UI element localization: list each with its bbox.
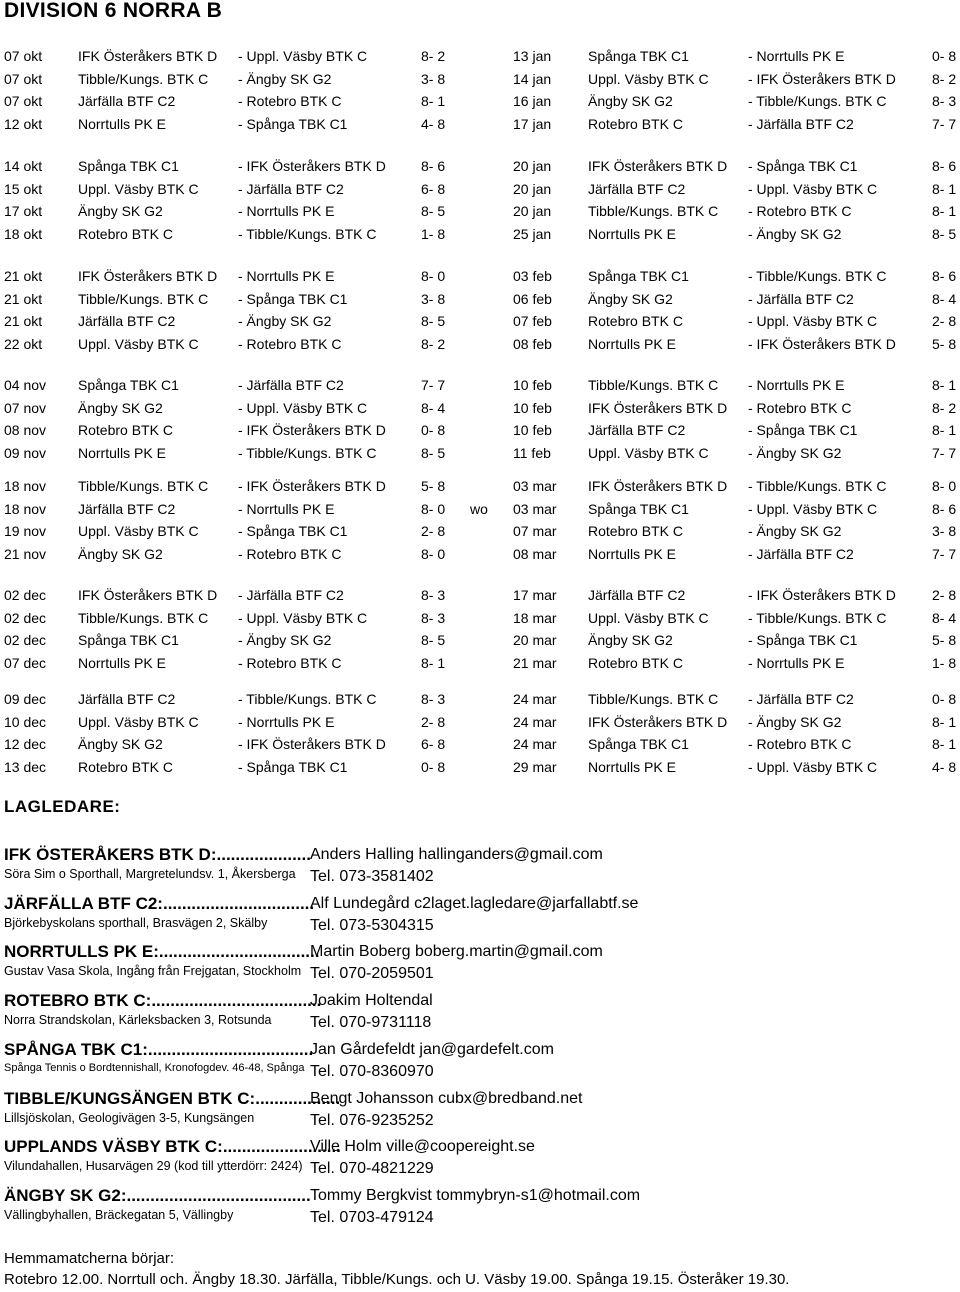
team-name: ROTEBRO BTK C:....................................	[4, 991, 322, 1011]
match-date: 17 jan	[513, 116, 552, 133]
match-result: 3- 8	[421, 70, 446, 87]
match-result: 8- 5	[421, 203, 446, 220]
match-away-team: - Järfälla BTF C2	[748, 116, 854, 133]
match-away-team: - Tibble/Kungs. BTK C	[238, 445, 377, 462]
match-note: wo	[470, 500, 488, 517]
page-title: DIVISION 6 NORRA B	[4, 0, 223, 22]
match-home-team: Uppl. Väsby BTK C	[78, 713, 199, 730]
match-date: 18 mar	[513, 609, 557, 626]
match-result: 8- 5	[421, 445, 446, 462]
match-date: 07 dec	[4, 655, 47, 672]
match-home-team: Norrtulls PK E	[588, 546, 676, 563]
match-date: 24 mar	[513, 736, 557, 753]
match-away-team: - Uppl. Väsby BTK C	[238, 48, 368, 64]
match-home-team: Ängby SK G2	[588, 93, 673, 110]
match-date: 17 okt	[4, 203, 43, 220]
match-away-team: - IFK Österåkers BTK D	[238, 422, 386, 439]
match-date: 13 dec	[4, 759, 47, 776]
match-away-team: - Rotebro BTK C	[748, 736, 852, 753]
match-date: 20 mar	[513, 632, 557, 649]
team-name: UPPLANDS VÄSBY BTK C:.........................	[4, 1137, 341, 1157]
match-home-team: Järfälla BTF C2	[78, 691, 176, 707]
match-away-team: - Uppl. Väsby BTK C	[238, 399, 368, 416]
match-date: 25 jan	[513, 226, 552, 243]
match-away-team: - Ängby SK G2	[238, 632, 332, 649]
match-result: 8- 5	[421, 632, 446, 649]
match-home-team: Norrtulls PK E	[588, 226, 676, 243]
match-away-team: - Järfälla BTF C2	[238, 587, 344, 603]
match-date: 18 nov	[4, 500, 47, 517]
match-row	[0, 397, 960, 419]
team-venue: Spånga Tennis o Bordtennishall, Kronofogdev. 46-48, Spånga	[4, 1061, 305, 1074]
match-result: 8- 1	[932, 203, 957, 220]
match-date: 08 nov	[4, 422, 47, 439]
match-home-team: Tibble/Kungs. BTK C	[588, 691, 719, 707]
match-result: 8- 0	[421, 546, 446, 563]
match-away-team: - Ängby SK G2	[748, 226, 842, 243]
match-date: 09 nov	[4, 445, 47, 462]
match-row	[0, 584, 960, 606]
team-phone: Tel. 073-3581402	[310, 868, 434, 885]
match-date: 21 nov	[4, 546, 47, 563]
match-result: 2- 8	[421, 523, 446, 540]
match-home-team: Spånga TBK C1	[78, 158, 179, 174]
match-away-team: - Uppl. Väsby BTK C	[238, 609, 368, 626]
match-away-team: - Spånga TBK C1	[748, 422, 858, 439]
team-leader: Ville Holm ville@coopereight.se	[310, 1138, 535, 1156]
match-row	[0, 607, 960, 629]
match-result: 4- 8	[932, 759, 957, 776]
match-away-team: - Spånga TBK C1	[238, 759, 348, 776]
match-away-team: - Tibble/Kungs. BTK C	[748, 609, 887, 626]
match-date: 12 okt	[4, 116, 43, 133]
match-home-team: Norrtulls PK E	[78, 445, 166, 462]
match-away-team: - Rotebro BTK C	[238, 336, 342, 353]
match-result: 8- 1	[932, 377, 957, 393]
match-result: 4- 8	[421, 116, 446, 133]
match-home-team: Järfälla BTF C2	[78, 313, 176, 330]
match-away-team: - Ängby SK G2	[238, 313, 332, 330]
match-date: 15 okt	[4, 180, 43, 197]
match-date: 12 dec	[4, 736, 47, 753]
match-result: 8- 1	[932, 736, 957, 753]
match-home-team: Tibble/Kungs. BTK C	[78, 609, 209, 626]
match-date: 19 nov	[4, 523, 47, 540]
match-away-team: - Spånga TBK C1	[238, 116, 348, 133]
match-result: 8- 4	[932, 290, 957, 307]
match-date: 21 okt	[4, 268, 43, 284]
match-date: 07 okt	[4, 70, 43, 87]
match-row	[0, 90, 960, 112]
team-phone: Tel. 070-4821229	[310, 1160, 434, 1178]
match-date: 11 feb	[513, 445, 551, 462]
match-result: 8- 3	[932, 93, 957, 110]
match-away-team: - Spånga TBK C1	[238, 290, 348, 307]
match-result: 8- 5	[932, 226, 957, 243]
match-date: 07 okt	[4, 93, 43, 110]
match-away-team: - Ängby SK G2	[748, 523, 842, 540]
match-away-team: - Uppl. Väsby BTK C	[748, 500, 878, 517]
match-date: 24 mar	[513, 713, 557, 730]
team-leader: Tommy Bergkvist tommybryn-s1@hotmail.com	[310, 1186, 641, 1204]
match-home-team: Rotebro BTK C	[588, 523, 683, 540]
match-home-team: Uppl. Väsby BTK C	[78, 523, 199, 540]
match-away-team: - Järfälla BTF C2	[238, 377, 344, 393]
match-row	[0, 200, 960, 222]
match-away-team: - IFK Österåkers BTK D	[238, 158, 386, 174]
match-away-team: - Uppl. Väsby BTK C	[748, 180, 878, 197]
match-result: 2- 8	[932, 587, 957, 603]
team-phone: Tel. 070-8360970	[310, 1062, 434, 1080]
match-date: 07 feb	[513, 313, 552, 330]
match-home-team: Spånga TBK C1	[588, 736, 689, 753]
team-name: ÄNGBY SK G2:.......................................	[4, 1185, 311, 1205]
match-date: 21 okt	[4, 313, 43, 330]
match-date: 02 dec	[4, 609, 47, 626]
match-date: 10 dec	[4, 713, 47, 730]
team-leader: Joakim Holtendal	[310, 992, 433, 1010]
match-home-team: Norrtulls PK E	[588, 336, 676, 353]
match-away-team: - Tibble/Kungs. BTK C	[238, 226, 377, 243]
match-result: 8- 1	[421, 655, 446, 672]
match-result: 8- 1	[932, 180, 957, 197]
match-row	[0, 475, 960, 497]
match-home-team: Spånga TBK C1	[588, 500, 689, 517]
match-date: 18 nov	[4, 478, 47, 494]
match-home-team: Rotebro BTK C	[588, 313, 683, 330]
match-home-team: Ängby SK G2	[588, 290, 673, 307]
match-result: 8- 6	[932, 268, 957, 284]
match-away-team: - Järfälla BTF C2	[748, 290, 854, 307]
team-phone: Tel. 070-2059501	[310, 965, 434, 983]
team-leader: Anders Halling hallinganders@gmail.com	[310, 846, 603, 863]
match-away-team: - Tibble/Kungs. BTK C	[748, 93, 887, 110]
match-row	[0, 711, 960, 733]
match-home-team: Järfälla BTF C2	[588, 422, 686, 439]
match-home-team: Järfälla BTF C2	[78, 500, 176, 517]
match-date: 18 okt	[4, 226, 43, 243]
match-date: 21 mar	[513, 655, 557, 672]
match-home-team: Rotebro BTK C	[588, 655, 683, 672]
team-name: TIBBLE/KUNGSÄNGEN BTK C:..................	[4, 1088, 341, 1108]
match-home-team: Ängby SK G2	[588, 632, 673, 649]
match-date: 21 okt	[4, 290, 43, 307]
match-date: 24 mar	[513, 691, 557, 707]
match-result: 8- 5	[421, 313, 446, 330]
match-result: 8- 3	[421, 587, 446, 603]
match-home-team: IFK Österåkers BTK D	[78, 587, 218, 603]
match-away-team: - Järfälla BTF C2	[748, 691, 854, 707]
match-date: 16 jan	[513, 93, 552, 110]
match-result: 7- 7	[421, 377, 446, 393]
match-row	[0, 756, 960, 778]
match-result: 5- 8	[421, 478, 446, 494]
match-result: 8- 0	[421, 500, 446, 517]
match-home-team: Uppl. Väsby BTK C	[588, 609, 709, 626]
match-row	[0, 520, 960, 542]
match-result: 7- 7	[932, 116, 957, 133]
match-result: 7- 7	[932, 445, 957, 462]
match-date: 14 jan	[513, 70, 552, 87]
match-away-team: - IFK Österåkers BTK D	[238, 736, 386, 753]
match-result: 2- 8	[421, 713, 446, 730]
team-leader: Martin Boberg boberg.martin@gmail.com	[310, 943, 603, 961]
match-result: 8- 1	[932, 713, 957, 730]
match-result: 3- 8	[932, 523, 957, 540]
match-row	[0, 652, 960, 674]
match-away-team: - Ängby SK G2	[748, 713, 842, 730]
match-home-team: Uppl. Väsby BTK C	[78, 180, 199, 197]
match-away-team: - Norrtulls PK E	[238, 268, 335, 284]
match-away-team: - Norrtulls PK E	[748, 655, 845, 672]
match-home-team: Tibble/Kungs. BTK C	[78, 290, 209, 307]
match-home-team: Rotebro BTK C	[588, 116, 683, 133]
match-date: 13 jan	[513, 48, 552, 64]
match-away-team: - IFK Österåkers BTK D	[238, 478, 386, 494]
match-result: 8- 3	[421, 609, 446, 626]
match-home-team: Rotebro BTK C	[78, 226, 173, 243]
match-date: 04 nov	[4, 377, 47, 393]
match-date: 29 mar	[513, 759, 557, 776]
match-away-team: - Norrtulls PK E	[238, 203, 335, 220]
match-home-team: IFK Österåkers BTK D	[588, 399, 728, 416]
match-result: 8- 4	[932, 609, 957, 626]
match-result: 8- 3	[421, 691, 446, 707]
team-phone: Tel. 073-5304315	[310, 916, 434, 934]
match-result: 8- 1	[421, 93, 446, 110]
match-date: 03 mar	[513, 500, 557, 517]
match-result: 1- 8	[932, 655, 957, 672]
match-home-team: Norrtulls PK E	[588, 759, 676, 776]
match-date: 20 jan	[513, 203, 552, 220]
match-result: 6- 8	[421, 180, 446, 197]
team-venue: Vällingbyhallen, Bräckegatan 5, Vällingby	[4, 1207, 234, 1222]
match-away-team: - Ängby SK G2	[238, 70, 332, 87]
match-row	[0, 265, 960, 287]
home-matches-times: Rotebro 12.00. Norrtull och. Ängby 18.30. Järfälla, Tibble/Kungs. och U. Väsby 19.00. Spånga 19.15. Österåker 19.30.	[4, 1271, 790, 1288]
match-home-team: Spånga TBK C1	[78, 377, 179, 393]
match-date: 03 feb	[513, 268, 552, 284]
match-row	[0, 543, 960, 565]
match-date: 02 dec	[4, 632, 47, 649]
match-away-team: - Rotebro BTK C	[238, 655, 342, 672]
team-venue: Björkebyskolans sporthall, Brasvägen 2, Skälby	[4, 915, 268, 930]
match-home-team: Ängby SK G2	[78, 399, 163, 416]
match-result: 8- 1	[932, 422, 957, 439]
team-venue: Norra Strandskolan, Kärleksbacken 3, Rotsunda	[4, 1013, 272, 1028]
match-away-team: - IFK Österåkers BTK D	[748, 587, 896, 603]
match-away-team: - Spånga TBK C1	[238, 523, 348, 540]
match-result: 3- 8	[421, 290, 446, 307]
match-away-team: - Ängby SK G2	[748, 445, 842, 462]
match-result: 1- 8	[421, 226, 446, 243]
match-away-team: - Järfälla BTF C2	[238, 180, 344, 197]
team-venue: Vilundahallen, Husarvägen 29 (kod till ytterdörr: 2424)	[4, 1159, 303, 1174]
leaders-heading: LAGLEDARE:	[4, 797, 121, 816]
match-date: 20 jan	[513, 158, 552, 174]
match-result: 8- 0	[932, 478, 957, 494]
match-result: 8- 2	[932, 399, 957, 416]
match-away-team: - Rotebro BTK C	[748, 203, 852, 220]
match-date: 07 okt	[4, 48, 43, 64]
match-row	[0, 419, 960, 441]
match-away-team: - Järfälla BTF C2	[748, 546, 854, 563]
team-venue: Söra Sim o Sporthall, Margretelundsv. 1, Åkersberga	[4, 867, 296, 881]
match-date: 10 feb	[513, 422, 552, 439]
match-row	[0, 45, 960, 67]
match-result: 8- 2	[421, 336, 446, 353]
match-away-team: - Rotebro BTK C	[238, 93, 342, 110]
match-row	[0, 374, 960, 396]
match-away-team: - Tibble/Kungs. BTK C	[748, 478, 887, 494]
match-away-team: - Norrtulls PK E	[748, 377, 845, 393]
match-home-team: Uppl. Väsby BTK C	[78, 336, 199, 353]
match-away-team: - Rotebro BTK C	[748, 399, 852, 416]
match-date: 20 jan	[513, 180, 552, 197]
match-home-team: Norrtulls PK E	[78, 116, 166, 133]
match-away-team: - Norrtulls PK E	[748, 48, 845, 64]
match-row	[0, 629, 960, 651]
match-row	[0, 333, 960, 355]
match-home-team: Järfälla BTF C2	[78, 93, 176, 110]
match-away-team: - IFK Österåkers BTK D	[748, 336, 896, 353]
match-home-team: Ängby SK G2	[78, 736, 163, 753]
match-result: 0- 8	[932, 691, 957, 707]
match-home-team: Norrtulls PK E	[78, 655, 166, 672]
match-date: 07 mar	[513, 523, 557, 540]
match-home-team: Spånga TBK C1	[78, 632, 179, 649]
match-result: 6- 8	[421, 736, 446, 753]
match-home-team: Uppl. Väsby BTK C	[588, 70, 709, 87]
match-result: 8- 6	[932, 500, 957, 517]
team-venue: Lillsjöskolan, Geologivägen 3-5, Kungsängen	[4, 1110, 255, 1125]
match-home-team: Uppl. Väsby BTK C	[588, 445, 709, 462]
team-leader: Jan Gårdefeldt jan@gardefelt.com	[310, 1040, 554, 1058]
match-row	[0, 178, 960, 200]
match-row	[0, 442, 960, 464]
match-result: 2- 8	[932, 313, 957, 330]
match-row	[0, 113, 960, 135]
match-row	[0, 155, 960, 177]
match-result: 8- 2	[932, 70, 957, 87]
match-home-team: Spånga TBK C1	[588, 268, 689, 284]
match-away-team: - Uppl. Väsby BTK C	[748, 759, 878, 776]
match-away-team: - Norrtulls PK E	[238, 713, 335, 730]
match-away-team: - Spånga TBK C1	[748, 158, 858, 174]
match-away-team: - Tibble/Kungs. BTK C	[238, 691, 377, 707]
match-home-team: IFK Österåkers BTK D	[78, 48, 218, 64]
match-result: 7- 7	[932, 546, 957, 563]
match-row	[0, 288, 960, 310]
match-date: 02 dec	[4, 587, 47, 603]
match-date: 09 dec	[4, 691, 47, 707]
match-result: 0- 8	[932, 48, 957, 64]
match-date: 22 okt	[4, 336, 43, 353]
match-result: 8- 4	[421, 399, 446, 416]
match-home-team: Tibble/Kungs. BTK C	[78, 478, 209, 494]
match-home-team: IFK Österåkers BTK D	[588, 158, 728, 174]
match-home-team: IFK Österåkers BTK D	[588, 478, 728, 494]
match-row	[0, 68, 960, 90]
match-away-team: - Uppl. Väsby BTK C	[748, 313, 878, 330]
match-home-team: Ängby SK G2	[78, 203, 163, 220]
match-away-team: - Spånga TBK C1	[748, 632, 858, 649]
match-away-team: - Norrtulls PK E	[238, 500, 335, 517]
match-home-team: Spånga TBK C1	[588, 48, 689, 64]
match-row	[0, 310, 960, 332]
match-result: 0- 8	[421, 422, 446, 439]
match-result: 8- 6	[932, 158, 957, 174]
match-home-team: Ängby SK G2	[78, 546, 163, 563]
match-date: 10 feb	[513, 377, 552, 393]
match-home-team: Tibble/Kungs. BTK C	[588, 377, 719, 393]
team-name: NORRTULLS PK E:..................................	[4, 942, 320, 962]
match-row	[0, 498, 960, 520]
team-name: SPÅNGA TBK C1:...................................	[4, 1039, 314, 1059]
match-home-team: Rotebro BTK C	[78, 759, 173, 776]
team-name: JÄRFÄLLA BTF C2:................................	[4, 893, 315, 913]
match-home-team: Järfälla BTF C2	[588, 180, 686, 197]
match-away-team: - Rotebro BTK C	[238, 546, 342, 563]
team-phone: Tel. 0703-479124	[310, 1208, 434, 1226]
match-home-team: Tibble/Kungs. BTK C	[78, 70, 209, 87]
match-away-team: - IFK Österåkers BTK D	[748, 70, 896, 87]
match-result: 5- 8	[932, 336, 957, 353]
team-leader: Bengt Johansson cubx@bredband.net	[310, 1089, 583, 1107]
match-date: 10 feb	[513, 399, 552, 416]
team-name: IFK ÖSTERÅKERS BTK D:....................	[4, 845, 311, 864]
match-date: 08 mar	[513, 546, 557, 563]
match-date: 17 mar	[513, 587, 557, 603]
match-row	[0, 223, 960, 245]
match-date: 06 feb	[513, 290, 552, 307]
match-home-team: IFK Österåkers BTK D	[588, 713, 728, 730]
match-row	[0, 733, 960, 755]
match-result: 8- 2	[421, 48, 446, 64]
match-home-team: IFK Österåkers BTK D	[78, 268, 218, 284]
match-result: 8- 6	[421, 158, 446, 174]
team-phone: Tel. 070-9731118	[310, 1014, 432, 1032]
team-leader: Alf Lundegård c2laget.lagledare@jarfallabtf.se	[310, 894, 639, 912]
match-date: 03 mar	[513, 478, 557, 494]
match-row	[0, 688, 960, 710]
match-result: 0- 8	[421, 759, 446, 776]
team-venue: Gustav Vasa Skola, Ingång från Frejgatan, Stockholm	[4, 964, 302, 979]
match-result: 8- 0	[421, 268, 446, 284]
match-home-team: Tibble/Kungs. BTK C	[588, 203, 719, 220]
team-phone: Tel. 076-9235252	[310, 1111, 434, 1129]
match-home-team: Järfälla BTF C2	[588, 587, 686, 603]
match-home-team: Rotebro BTK C	[78, 422, 173, 439]
match-date: 07 nov	[4, 399, 47, 416]
match-date: 08 feb	[513, 336, 552, 353]
home-matches-heading: Hemmamatcherna börjar:	[4, 1250, 175, 1267]
match-away-team: - Tibble/Kungs. BTK C	[748, 268, 887, 284]
match-date: 14 okt	[4, 158, 43, 174]
match-result: 5- 8	[932, 632, 957, 649]
